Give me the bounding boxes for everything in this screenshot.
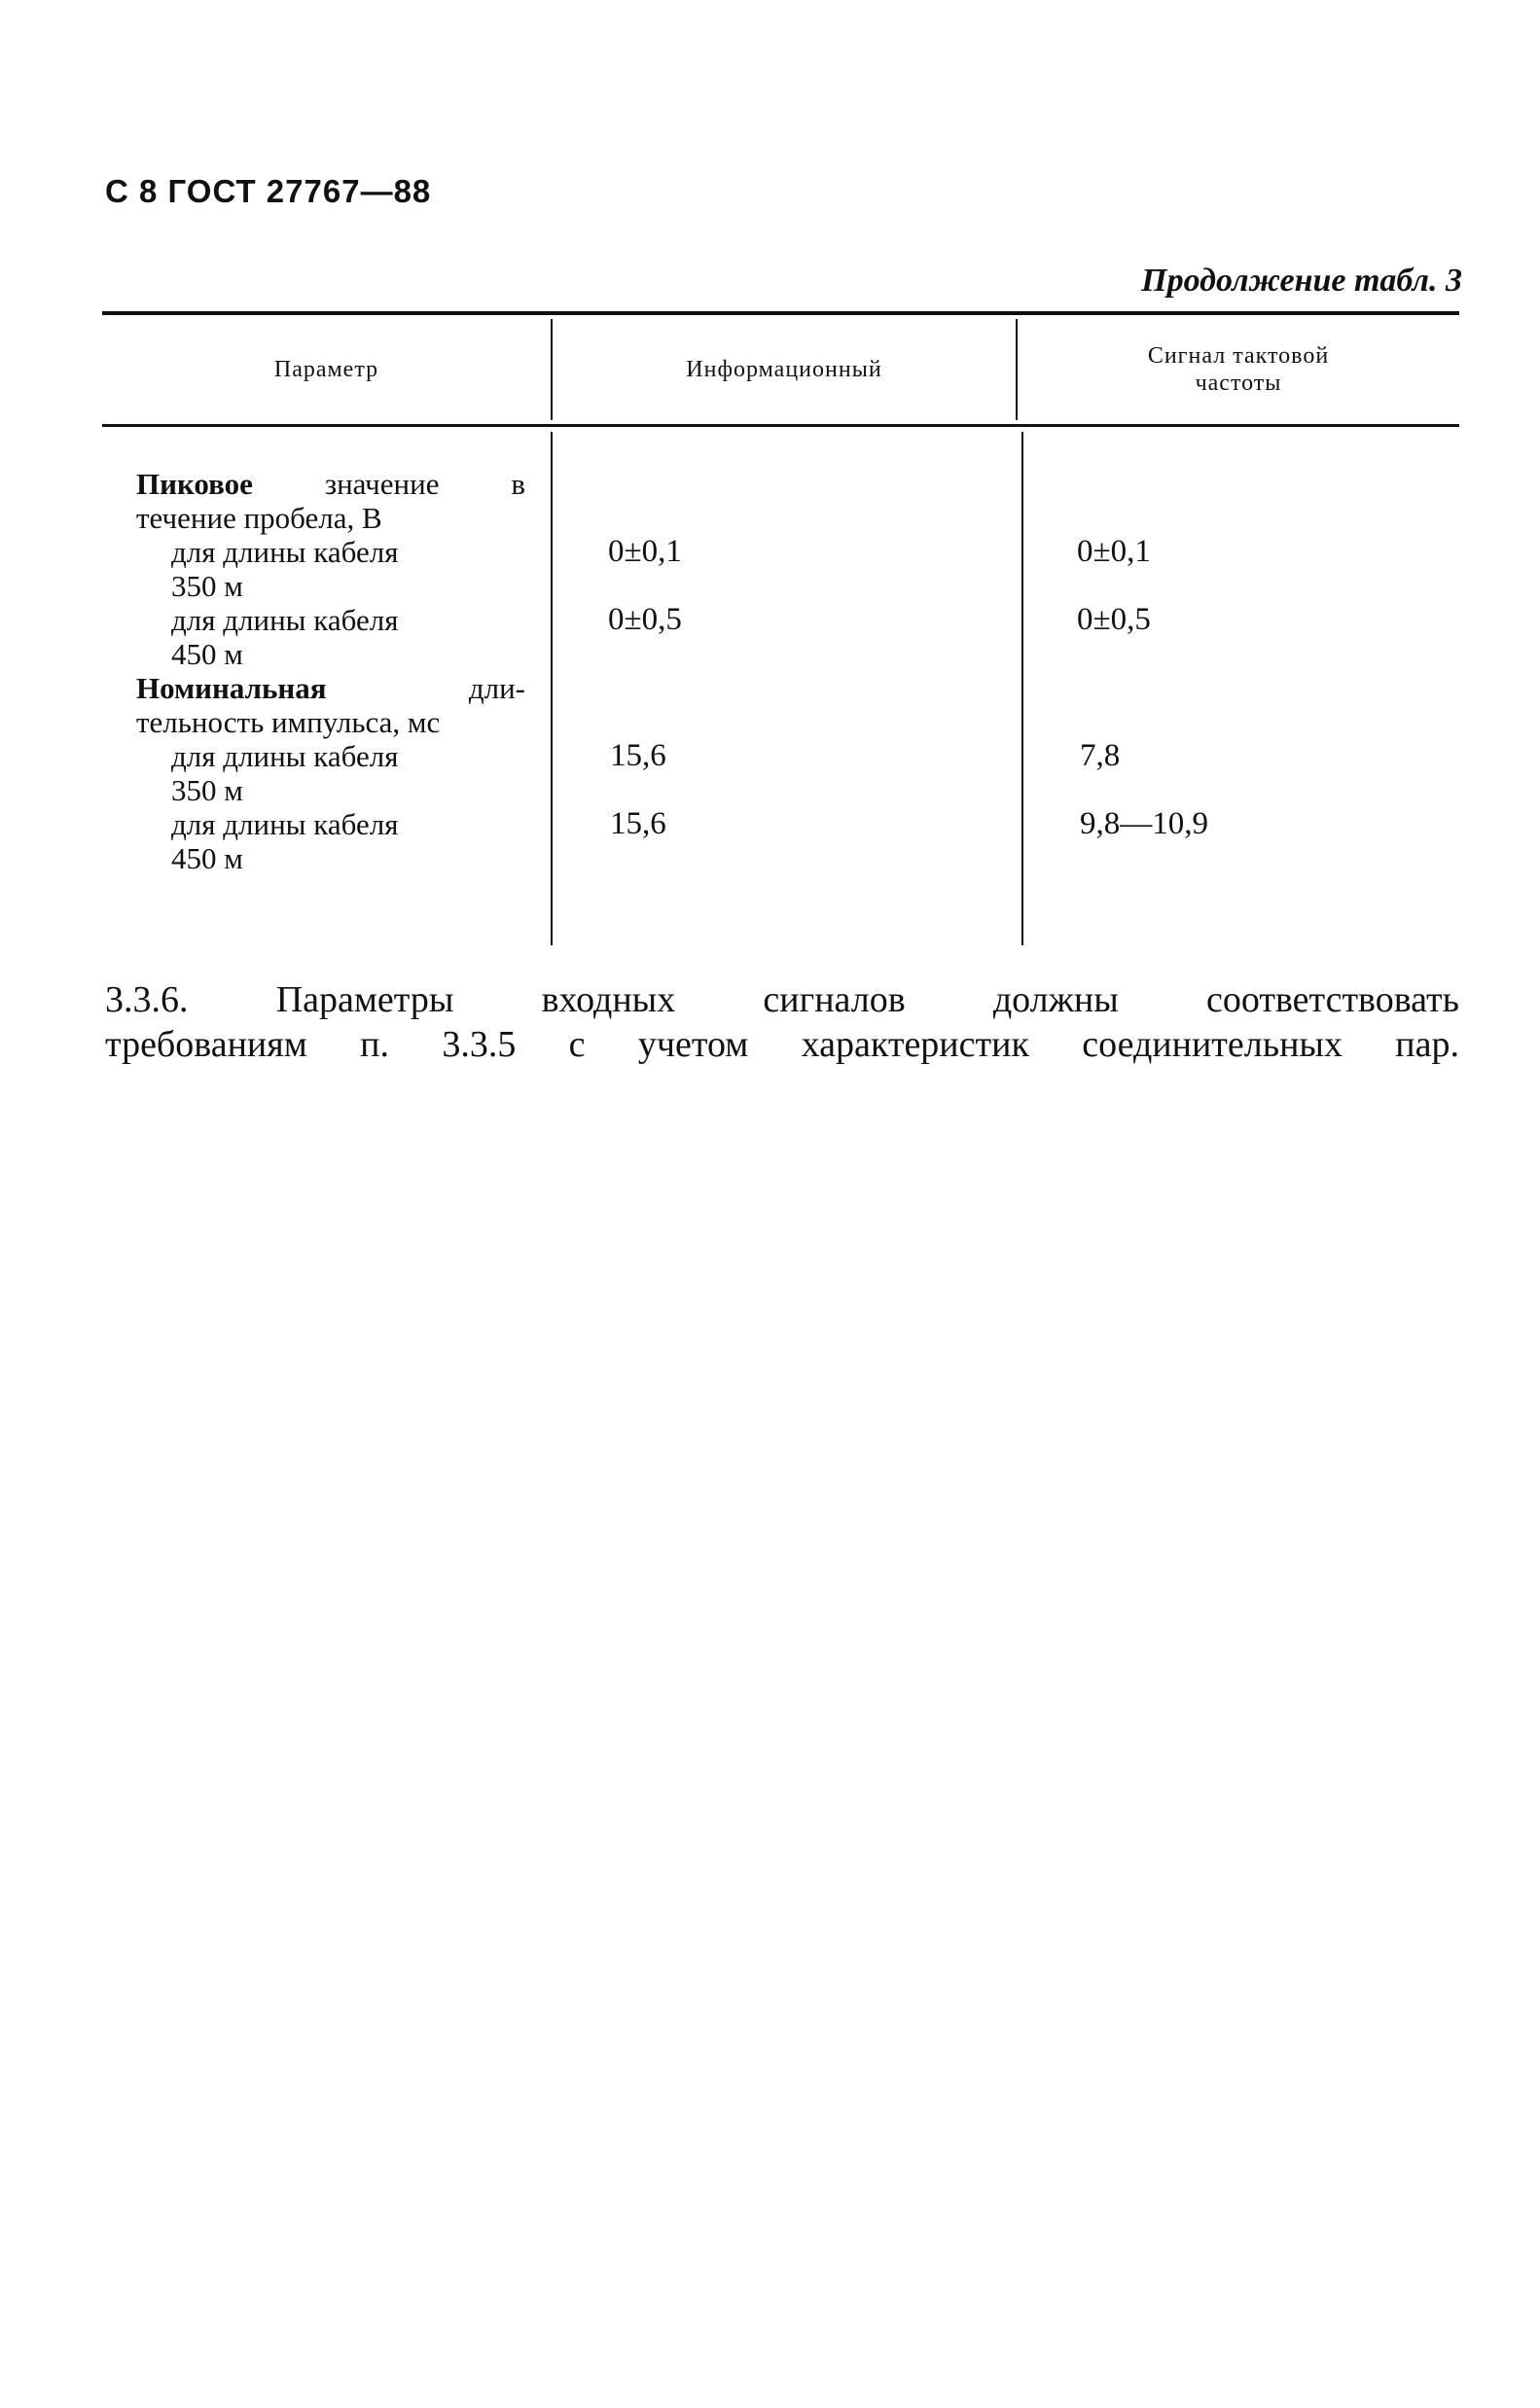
table-continuation-label: Продолжение табл. 3: [1141, 263, 1462, 299]
table-cell-clock: 9,8—10,9: [1080, 806, 1208, 841]
table-header-rule: [102, 424, 1459, 427]
table-cell-info: 0±0,5: [608, 602, 682, 637]
param-line: 450 м: [171, 841, 243, 875]
parameters-table: [102, 311, 1459, 945]
table-cell-info: 0±0,1: [608, 534, 682, 569]
paragraph-3-3-6: [105, 977, 1459, 1067]
table-cell-clock: 0±0,5: [1077, 602, 1151, 637]
param-line: для длины кабеля: [171, 535, 399, 569]
page-header: С 8 ГОСТ 27767—88: [105, 173, 432, 209]
param-line: для длины кабеля: [171, 603, 399, 637]
param-line: тельность импульса, мс: [136, 705, 441, 739]
parameter-column: [136, 467, 525, 875]
param-line: для длины кабеля: [171, 807, 399, 841]
param-line: 350 м: [171, 569, 243, 603]
param-line: 350 м: [171, 773, 243, 807]
body-divider: [1021, 432, 1023, 945]
table-cell-info: 15,6: [610, 738, 666, 773]
table-cell-info: 15,6: [610, 806, 666, 841]
param-line: Пиковое значение в: [136, 467, 525, 501]
param-line: 450 м: [171, 637, 243, 671]
column-header-info: Информационный: [686, 357, 882, 382]
column-header-clock: Сигнал тактовой частоты: [1147, 343, 1330, 396]
body-divider: [551, 432, 553, 945]
param-line: течение пробела, В: [136, 501, 382, 535]
table-cell-clock: 7,8: [1080, 738, 1121, 773]
table-top-rule: [102, 311, 1459, 315]
table-cell-clock: 0±0,1: [1077, 534, 1151, 569]
paragraph-line: 3.3.6. Параметры входных сигналов должны соответствовать: [105, 979, 1459, 1020]
param-line: Номинальная дли-: [136, 671, 525, 705]
paragraph-line: требованиям п. 3.3.5 с учетом характеристик соединительных пар.: [105, 1024, 1459, 1065]
param-line: для длины кабеля: [171, 739, 399, 773]
column-header-parameter: Параметр: [273, 357, 379, 382]
